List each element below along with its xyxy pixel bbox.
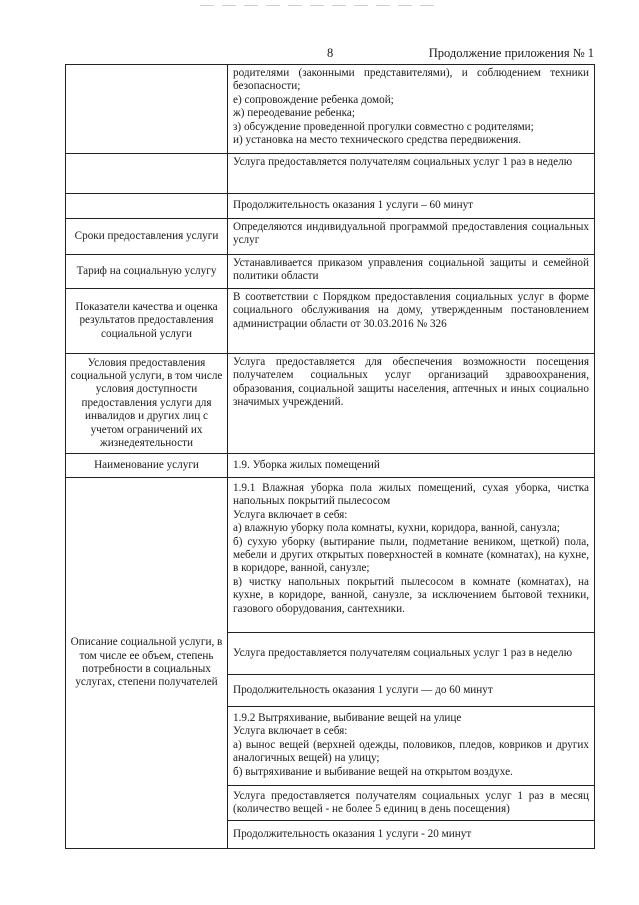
list-item: е) сопровождение ребенка домой; xyxy=(233,93,394,106)
duration-text: Продолжительность оказания 1 услуги — до 60 минут xyxy=(233,683,493,696)
duration-cell xyxy=(228,821,595,849)
table-row xyxy=(66,194,595,219)
table-row xyxy=(66,478,595,633)
table-row xyxy=(66,354,595,454)
subservice-title: 1.9.2 Вытряхивание, выбивание вещей на улице xyxy=(233,712,462,724)
table-row xyxy=(66,289,595,354)
duration-text: Продолжительность оказания 1 услуги - 20 минут xyxy=(233,827,472,840)
list-item: а) вынос вещей (верхней одежды, половиков, пледов, ковриков и других аналогичных вещей) на улицу; xyxy=(233,738,589,765)
subservice-title: 1.9.1 Влажная уборка пола жилых помещений, сухая уборка, чистка напольных покрытий пылесосом xyxy=(233,482,589,508)
duration-text: Продолжительность оказания 1 услуги – 60 минут xyxy=(233,199,474,212)
frequency-text: Услуга предоставляется получателям социальных услуг 1 раз в неделю xyxy=(233,156,573,168)
subservice-cell xyxy=(228,478,595,633)
row-label-empty xyxy=(66,65,228,154)
scan-artifact xyxy=(200,5,440,6)
list-item: б) сухую уборку (вытирание пыли, подметание веником, щеткой) пола, мебели и других открытых поверхностей в комнате (комнатах), на кухне, в коридоре, ванной, санузле; xyxy=(233,535,589,575)
terms-text: Определяются индивидуальной программой предоставления социальных услуг xyxy=(233,221,589,247)
page-number: 8 xyxy=(327,46,334,60)
list-item: и) установка на место технического средства передвижения. xyxy=(233,134,522,147)
quality-text: В соответствии с Порядком предоставления социальных услуг в форме социального обслуживания на дому, утвержденным постановлением администрации области от 30.03.2016 № 326 xyxy=(233,291,589,330)
list-item: родителями (законными представителями), и соблюдением техники безопасности; xyxy=(233,67,589,93)
list-item: б) вытряхивание и выбивание вещей на открытом воздухе. xyxy=(233,765,513,778)
row-label: Тариф на социальную услугу xyxy=(66,255,228,289)
list-item: ж) переодевание ребенка; xyxy=(233,107,355,120)
subservice-cell xyxy=(228,707,595,786)
list-item: а) влажную уборку пола комнаты, кухни, коридора, ванной, санузла; xyxy=(233,522,560,535)
includes-label: Услуга включает в себя: xyxy=(233,508,348,521)
frequency-text: Услуга предоставляется получателям социальных услуг 1 раз в месяц (количество вещей - не более 5 единиц в день посещения) xyxy=(233,789,589,815)
table-row xyxy=(66,219,595,255)
duration-cell xyxy=(228,675,595,707)
row-label: Описание социальной услуги, в том числе ее объем, степень потребности в социальных услугах, степени получателей xyxy=(66,478,228,849)
row-label-empty xyxy=(66,194,228,219)
table-row xyxy=(66,65,595,154)
conditions-text: Услуга предоставляется для обеспечения возможности посещения получателем социальных услуг организаций здравоохранения, образования, социальной защиты населения, аптечных и иных социально значимых учреждений. xyxy=(233,356,589,409)
row-value xyxy=(228,454,595,478)
row-value xyxy=(228,255,595,289)
table-row xyxy=(66,454,595,478)
appendix-continuation: Продолжение приложения № 1 xyxy=(428,46,594,60)
service-name-text: 1.9. Уборка жилых помещений xyxy=(233,458,380,471)
tariff-text: Устанавливается приказом управления социальной защиты и семейной политики области xyxy=(233,257,589,283)
row-label: Показатели качества и оценка результатов предоставления социальной услуги xyxy=(66,289,228,354)
duration-cell xyxy=(228,194,595,219)
list-item: в) чистку напольных покрытий пылесосом в комнате (комнатах), на кухне, в коридоре, ванной, санузле, за исключением бытовой техники, газового оборудования, сантехники. xyxy=(233,575,589,615)
frequency-cell xyxy=(228,633,595,675)
row-label: Наименование услуги xyxy=(66,454,228,478)
frequency-cell xyxy=(228,786,595,821)
row-value xyxy=(228,219,595,255)
row-value xyxy=(228,289,595,354)
service-table xyxy=(65,64,595,849)
table-row xyxy=(66,255,595,289)
page-header xyxy=(0,46,639,62)
table-row xyxy=(66,154,595,194)
frequency-text: Услуга предоставляется получателям социальных услуг 1 раз в неделю xyxy=(233,646,573,659)
includes-label: Услуга включает в себя: xyxy=(233,725,348,738)
frequency-cell xyxy=(228,154,595,194)
row-label: Сроки предоставления услуги xyxy=(66,219,228,255)
list-item: з) обсуждение проведенной прогулки совместно с родителями; xyxy=(233,120,534,133)
steps-continuation-cell xyxy=(228,65,595,154)
row-label-empty xyxy=(66,154,228,194)
row-value xyxy=(228,354,595,454)
row-label: Условия предоставления социальной услуги, в том числе условия доступности предоставления услуги для инвалидов и других лиц с учетом ограничений их жизнедеятельности xyxy=(66,354,228,454)
